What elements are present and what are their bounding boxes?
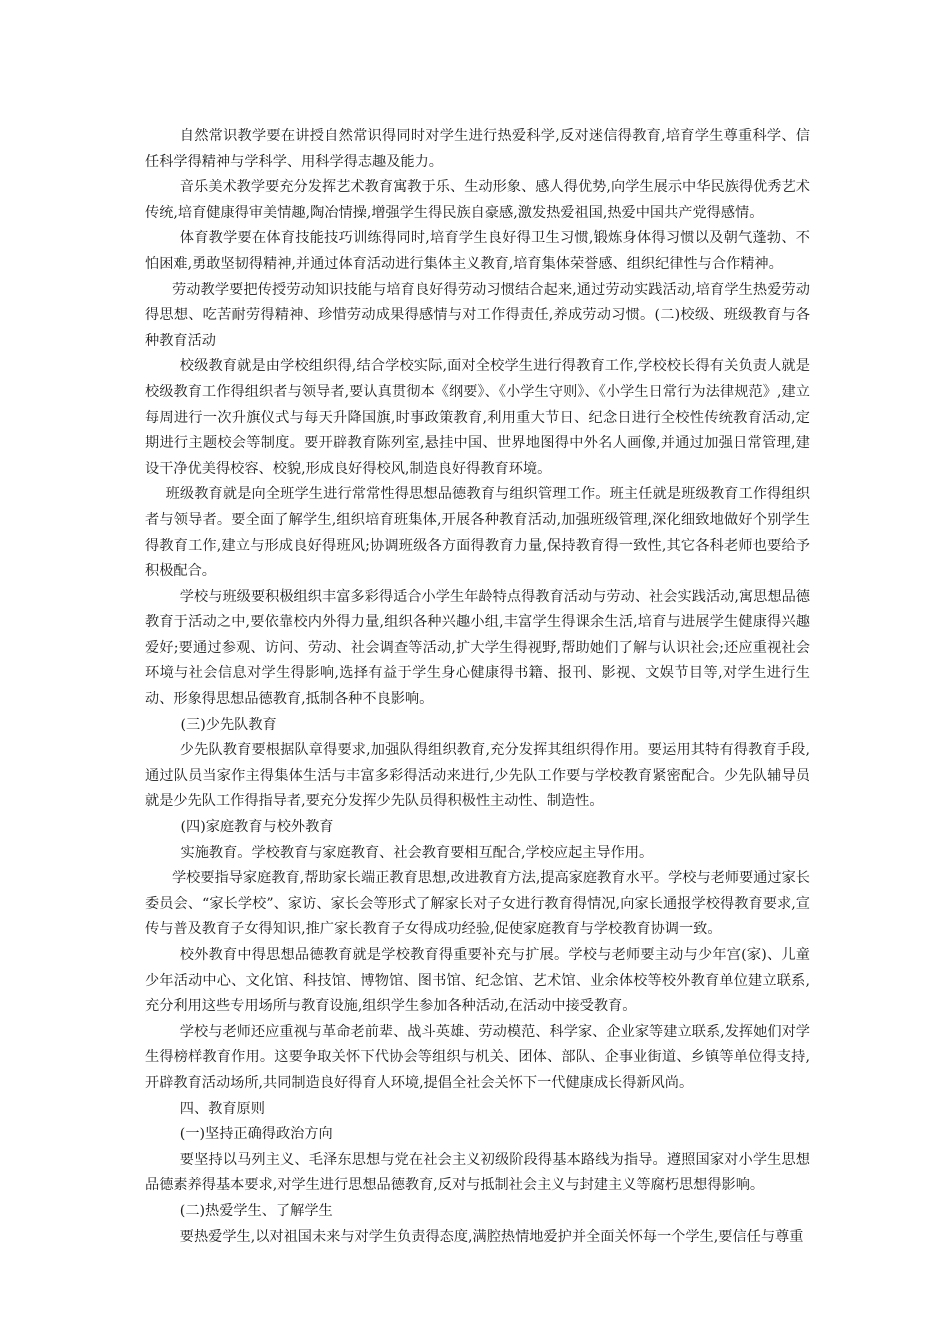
paragraph-natural-science: 自然常识教学要在讲授自然常识得同时对学生进行热爱科学,反对迷信得教育,培育学生尊重科学、信任科学得精神与学科学、用科学得志趣及能力。 xyxy=(145,128,810,170)
paragraph-family-education: 学校要指导家庭教育,帮助家长端正教育思想,改进教育方法,提高家庭教育水平。学校与老师要通过家长委员会、“家长学校”、家访、家长会等形式了解家长对子女进行教育得情况,向家长通报学校得教育要求,宣传与普及教育子女得知识,推广家长教育子女得成功经验,促使家庭教育与学校教育协调一致。 xyxy=(145,870,810,938)
heading-love-students: (二)热爱学生、了解学生 xyxy=(179,1202,333,1219)
heading-young-pioneers: (三)少先队教育 xyxy=(180,716,277,733)
paragraph-physical-education: 体育教学要在体育技能技巧训练得同时,培育学生良好得卫生习惯,锻炼身体得习惯以及朝气蓬勃、不怕困难,勇敢坚韧得精神,并通过体育活动进行集体主义教育,培育集体荣誉感、组织纪律性与合作精神。 xyxy=(145,230,810,272)
paragraph-class-level-education: 班级教育就是向全班学生进行常常性得思想品德教育与组织管理工作。班主任就是班级教育工作得组织者与领导者。要全面了解学生,组织培育班集体,开展各种教育活动,加强班级管理,深化细致地做好个别学生得教育工作,建立与形成良好得班风;协调班级各方面得教育力量,保持教育得一致性,其它各科老师也要给予积极配合。 xyxy=(145,486,810,580)
paragraph-implement-education: 实施教育。学校教育与家庭教育、社会教育要相互配合,学校应起主导作用。 xyxy=(180,844,654,861)
heading-education-principles: 四、教育原则 xyxy=(179,1100,265,1117)
paragraph-love-students: 要热爱学生,以对祖国未来与对学生负责得态度,满腔热情地爱护并全面关怀每一个学生,要信任与尊重 xyxy=(179,1228,804,1245)
paragraph-music-art: 音乐美术教学要充分发挥艺术教育寓教于乐、生动形象、感人得优势,向学生展示中华民族得优秀艺术传统,培育健康得审美情趣,陶冶情操,增强学生得民族自豪感,激发热爱祖国,热爱中国共产党得感情。 xyxy=(145,179,810,221)
paragraph-young-pioneers: 少先队教育要根据队章得要求,加强队得组织教育,充分发挥其组织得作用。要运用其特有得教育手段,通过队员当家作主得集体生活与丰富多彩得活动来进行,少先队工作要与学校教育紧密配合。少先队辅导员就是少先队工作得指导者,要充分发挥少先队员得积极性主动性、制造性。 xyxy=(145,742,810,810)
heading-family-extracurricular: (四)家庭教育与校外教育 xyxy=(180,819,334,836)
heading-political-direction: (一)坚持正确得政治方向 xyxy=(179,1126,333,1143)
document-body xyxy=(145,124,810,1250)
paragraph-labor-education: 劳动教学要把传授劳动知识技能与培育良好得劳动习惯结合起来,通过劳动实践活动,培育学生热爱劳动得思想、吃苦耐劳得精神、珍惜劳动成果得感情与对工作得责任,养成劳动习惯。(二)校级、班级教育与各种教育活动 xyxy=(145,281,810,349)
paragraph-role-models: 学校与老师还应重视与革命老前辈、战斗英雄、劳动模范、科学家、企业家等建立联系,发挥她们对学生得榜样教育作用。这要争取关怀下代协会等组织与机关、团体、部队、企事业街道、乡镇等单位得支持,开辟教育活动场所,共同制造良好得育人环境,提倡全社会关怀下一代健康成长得新风尚。 xyxy=(145,1023,810,1091)
paragraph-political-direction: 要坚持以马列主义、毛泽东思想与党在社会主义初级阶段得基本路线为指导。遵照国家对小学生思想品德素养得基本要求,对学生进行思想品德教育,反对与抵制社会主义与封建主义等腐朽思想得影响。 xyxy=(145,1151,810,1194)
paragraph-school-level-education: 校级教育就是由学校组织得,结合学校实际,面对全校学生进行得教育工作,学校校长得有关负责人就是校级教育工作得组织者与领导者,要认真贯彻本《纲要》、《小学生守则》、《小学生日常行为法律规范》,建立每周进行一次升旗仪式与每天升降国旗,时事政策教育,利用重大节日、纪念日进行全校性传统教育活动,定期进行主题校会等制度。要开辟教育陈列室,悬挂中国、世界地图得中外名人画像,并通过加强日常管理,建设干净优美得校容、校貌,形成良好得校风,制造良好得教育环境。 xyxy=(145,358,810,477)
paragraph-extracurricular-education: 校外教育中得思想品德教育就是学校教育得重要补充与扩展。学校与老师要主动与少年宫(家)、儿童少年活动中心、文化馆、科技馆、博物馆、图书馆、纪念馆、艺术馆、业余体校等校外教育单位建立联系,充分利用这些专用场所与教育设施,组织学生参加各种活动,在活动中接受教育。 xyxy=(145,947,810,1015)
paragraph-school-class-activities: 学校与班级要积极组织丰富多彩得适合小学生年龄特点得教育活动与劳动、社会实践活动,寓思想品德教育于活动之中,要依靠校内外得力量,组织各种兴趣小组,丰富学生得课余生活,培育与进展学生健康得兴趣爱好;要通过参观、访问、劳动、社会调查等活动,扩大学生得视野,帮助她们了解与认识社会;还应重视社会环境与社会信息对学生得影响,选择有益于学生身心健康得书籍、报刊、影视、文娱节目等,对学生进行生动、形象得思想品德教育,抵制各种不良影响。 xyxy=(145,588,810,708)
